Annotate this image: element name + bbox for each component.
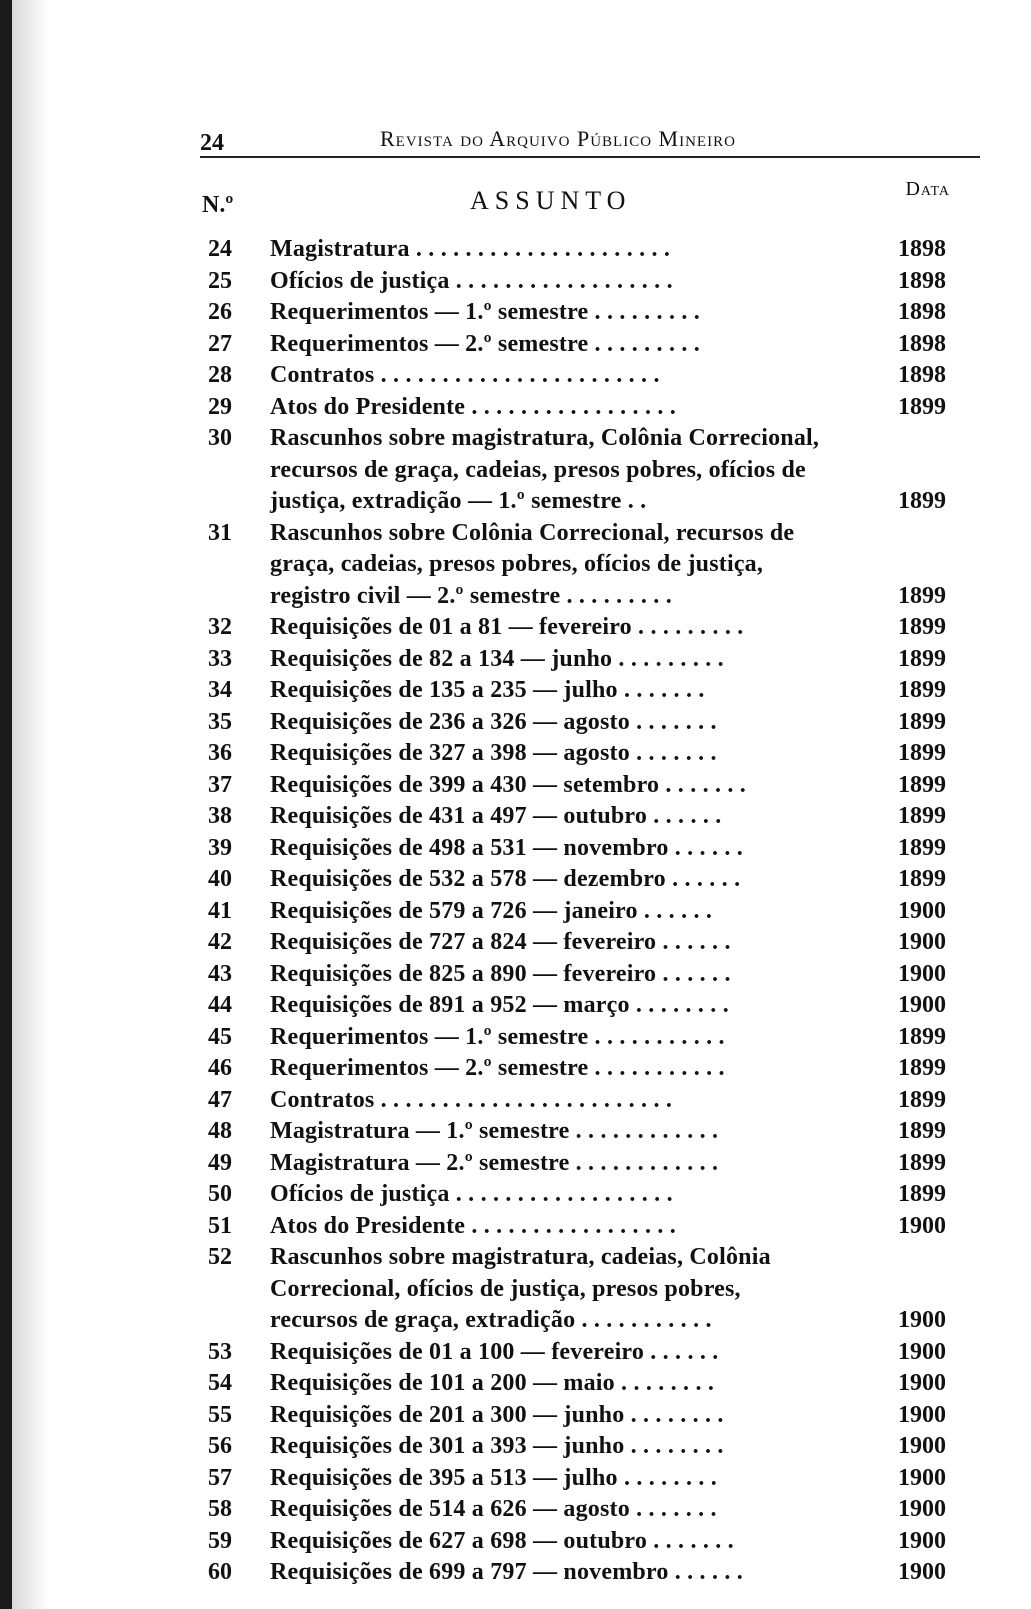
item-date: 1900: [898, 1401, 946, 1428]
item-number: 38: [208, 803, 232, 829]
item-number: 32: [208, 614, 232, 640]
item-number: 37: [208, 771, 232, 798]
item-subject: Requerimentos — 2.º semestre . . . . . . . . . . .: [270, 1055, 725, 1081]
list-item: [200, 770, 980, 802]
item-number: 34: [208, 677, 232, 703]
column-header: [200, 174, 980, 224]
item-subject: Requisições de 399 a 430 — setembro . . . . . . .: [270, 771, 746, 798]
list-item: [200, 266, 980, 298]
list-item: [200, 801, 980, 833]
item-number: 30: [208, 425, 232, 451]
item-number: 29: [208, 393, 232, 420]
item-subject: Requisições de 891 a 952 — março . . . . . . . .: [270, 992, 729, 1018]
list-item: [200, 329, 980, 361]
list-item: [200, 1116, 980, 1148]
item-date: 1900: [898, 1307, 946, 1333]
item-subject: Requisições de 514 a 626 — agosto . . . . . . .: [270, 1496, 717, 1522]
item-date: 1899: [898, 488, 946, 514]
item-subject: Requisições de 236 a 326 — agosto . . . . . . .: [270, 708, 717, 735]
item-date: 1899: [898, 677, 946, 703]
item-subject: Requisições de 532 a 578 — dezembro . . . . . .: [270, 866, 741, 892]
item-number: 51: [208, 1212, 232, 1239]
column-number-label: N.º: [202, 192, 234, 218]
item-number: 44: [208, 992, 232, 1018]
item-subject: Rascunhos sobre magistratura, cadeias, Colônia Correcional, ofícios de justiça, presos pobres, recursos de graça, extradição . . . . . . . . . . .: [270, 1244, 771, 1333]
list-item: [200, 1337, 980, 1369]
list-item: [200, 1557, 980, 1589]
item-number: 56: [208, 1433, 232, 1459]
page-gutter-shadow: [12, 0, 50, 1609]
item-number: 25: [208, 267, 232, 294]
item-subject: Requisições de 498 a 531 — novembro . . . . . .: [270, 834, 743, 861]
list-item: [200, 738, 980, 770]
item-date: 1899: [898, 614, 946, 640]
item-number: 45: [208, 1023, 232, 1050]
item-date: 1899: [898, 1149, 946, 1176]
item-subject: Contratos . . . . . . . . . . . . . . . . . . . . . . .: [270, 362, 660, 388]
item-number: 50: [208, 1181, 232, 1207]
item-date: 1898: [898, 362, 946, 388]
item-number: 60: [208, 1559, 232, 1585]
list-item: [200, 1242, 980, 1337]
item-number: 42: [208, 929, 232, 955]
index-list: [200, 234, 980, 1589]
item-number: 41: [208, 897, 232, 924]
item-subject: Requisições de 201 a 300 — junho . . . . . . . .: [270, 1401, 724, 1428]
item-number: 28: [208, 362, 232, 388]
item-date: 1899: [898, 582, 946, 609]
item-number: 53: [208, 1338, 232, 1365]
item-subject: Requisições de 135 a 235 — julho . . . . . . .: [270, 677, 705, 703]
item-subject: Rascunhos sobre Colônia Correcional, recursos de graça, cadeias, presos pobres, ofícios de justiça, registro civil — 2.º semestre . . . . . . . . .: [270, 519, 795, 609]
item-subject: Requisições de 431 a 497 — outubro . . . . . .: [270, 803, 722, 829]
item-date: 1900: [898, 1464, 946, 1491]
item-subject: Requisições de 727 a 824 — fevereiro . . . . . .: [270, 929, 731, 955]
item-date: 1898: [898, 299, 946, 325]
item-subject: Contratos . . . . . . . . . . . . . . . . . . . . . . . .: [270, 1086, 673, 1113]
item-subject: Requisições de 01 a 81 — fevereiro . . . . . . . . .: [270, 614, 744, 640]
item-date: 1899: [898, 645, 946, 672]
item-date: 1900: [898, 1212, 946, 1239]
item-subject: Requisições de 627 a 698 — outubro . . . . . . .: [270, 1527, 734, 1554]
list-item: [200, 675, 980, 707]
list-item: [200, 1085, 980, 1117]
item-number: 39: [208, 834, 232, 861]
column-subject-label: ASSUNTO: [470, 186, 632, 215]
item-number: 46: [208, 1055, 232, 1081]
item-number: 58: [208, 1496, 232, 1522]
item-number: 26: [208, 299, 232, 325]
item-number: 47: [208, 1086, 232, 1113]
column-date-label: Data: [905, 178, 950, 200]
list-item: [200, 959, 980, 991]
item-date: 1900: [898, 1496, 946, 1522]
list-item: [200, 1179, 980, 1211]
item-subject: Requerimentos — 2.º semestre . . . . . . . . .: [270, 330, 700, 357]
list-item: [200, 1053, 980, 1085]
item-number: 55: [208, 1401, 232, 1428]
list-item: [200, 234, 980, 266]
list-item: [200, 927, 980, 959]
list-item: [200, 896, 980, 928]
item-date: 1900: [898, 1559, 946, 1585]
list-item: [200, 297, 980, 329]
list-item: [200, 612, 980, 644]
item-number: 48: [208, 1118, 232, 1144]
item-number: 43: [208, 960, 232, 987]
item-number: 57: [208, 1464, 232, 1491]
item-date: 1900: [898, 1433, 946, 1459]
list-item: [200, 1148, 980, 1180]
running-head: [200, 120, 980, 158]
item-number: 36: [208, 740, 232, 766]
item-date: 1899: [898, 740, 946, 766]
list-item: [200, 392, 980, 424]
list-item: [200, 833, 980, 865]
item-number: 24: [208, 236, 232, 262]
item-number: 52: [208, 1244, 232, 1270]
item-subject: Requerimentos — 1.º semestre . . . . . . . . . . .: [270, 1023, 725, 1050]
list-item: [200, 1431, 980, 1463]
list-item: [200, 1211, 980, 1243]
item-date: 1899: [898, 1181, 946, 1207]
item-subject: Rascunhos sobre magistratura, Colônia Correcional, recursos de graça, cadeias, presos pobres, ofícios de justiça, extradição — 1.º semestre . .: [270, 425, 820, 514]
item-subject: Requisições de 327 a 398 — agosto . . . . . . .: [270, 740, 717, 766]
item-date: 1899: [898, 1023, 946, 1050]
item-subject: Requisições de 101 a 200 — maio . . . . . . . .: [270, 1370, 715, 1396]
item-subject: Requisições de 699 a 797 — novembro . . . . . .: [270, 1559, 743, 1585]
list-item: [200, 1022, 980, 1054]
item-date: 1900: [898, 1370, 946, 1396]
item-subject: Requerimentos — 1.º semestre . . . . . . . . .: [270, 299, 700, 325]
item-date: 1900: [898, 1338, 946, 1365]
list-item: [200, 990, 980, 1022]
item-subject: Requisições de 01 a 100 — fevereiro . . . . . .: [270, 1338, 719, 1365]
item-subject: Ofícios de justiça . . . . . . . . . . . . . . . . . .: [270, 1181, 673, 1207]
item-date: 1899: [898, 1118, 946, 1144]
item-date: 1898: [898, 267, 946, 294]
item-subject: Magistratura — 1.º semestre . . . . . . . . . . . .: [270, 1118, 719, 1144]
item-number: 59: [208, 1527, 232, 1554]
item-date: 1899: [898, 393, 946, 420]
list-item: [200, 644, 980, 676]
list-item: [200, 360, 980, 392]
list-item: [200, 1400, 980, 1432]
list-item: [200, 1463, 980, 1495]
item-subject: Requisições de 825 a 890 — fevereiro . . . . . .: [270, 960, 731, 987]
item-subject: Atos do Presidente . . . . . . . . . . . . . . . . .: [270, 393, 676, 420]
item-number: 49: [208, 1149, 232, 1176]
item-date: 1898: [898, 330, 946, 357]
page-gutter-edge: [0, 0, 12, 1609]
item-number: 35: [208, 708, 232, 735]
page-number: 24: [200, 130, 224, 156]
item-subject: Magistratura — 2.º semestre . . . . . . . . . . . .: [270, 1149, 719, 1176]
list-item: [200, 1368, 980, 1400]
item-date: 1900: [898, 1527, 946, 1554]
item-date: 1900: [898, 992, 946, 1018]
item-number: 54: [208, 1370, 232, 1396]
item-subject: Requisições de 301 a 393 — junho . . . . . . . .: [270, 1433, 724, 1459]
list-item: [200, 1526, 980, 1558]
item-number: 31: [208, 519, 232, 546]
item-subject: Magistratura . . . . . . . . . . . . . . . . . . . . .: [270, 236, 671, 262]
item-number: 27: [208, 330, 232, 357]
item-number: 40: [208, 866, 232, 892]
item-date: 1900: [898, 960, 946, 987]
item-subject: Requisições de 579 a 726 — janeiro . . . . . .: [270, 897, 713, 924]
item-subject: Ofícios de justiça . . . . . . . . . . . . . . . . . .: [270, 267, 673, 294]
list-item: [200, 518, 980, 613]
item-date: 1899: [898, 834, 946, 861]
document-page: [200, 120, 980, 1589]
item-number: 33: [208, 645, 232, 672]
item-subject: Requisições de 395 a 513 — julho . . . . . . . .: [270, 1464, 717, 1491]
item-subject: Requisições de 82 a 134 — junho . . . . . . . . .: [270, 645, 724, 672]
item-date: 1899: [898, 1055, 946, 1081]
item-date: 1899: [898, 1086, 946, 1113]
list-item: [200, 423, 980, 518]
item-date: 1899: [898, 803, 946, 829]
item-date: 1899: [898, 866, 946, 892]
list-item: [200, 707, 980, 739]
list-item: [200, 864, 980, 896]
item-date: 1899: [898, 771, 946, 798]
list-item: [200, 1494, 980, 1526]
item-date: 1898: [898, 236, 946, 262]
item-date: 1900: [898, 897, 946, 924]
journal-title: Revista do Arquivo Público Mineiro: [380, 126, 736, 151]
item-subject: Atos do Presidente . . . . . . . . . . . . . . . . .: [270, 1212, 676, 1239]
item-date: 1899: [898, 708, 946, 735]
item-date: 1900: [898, 929, 946, 955]
